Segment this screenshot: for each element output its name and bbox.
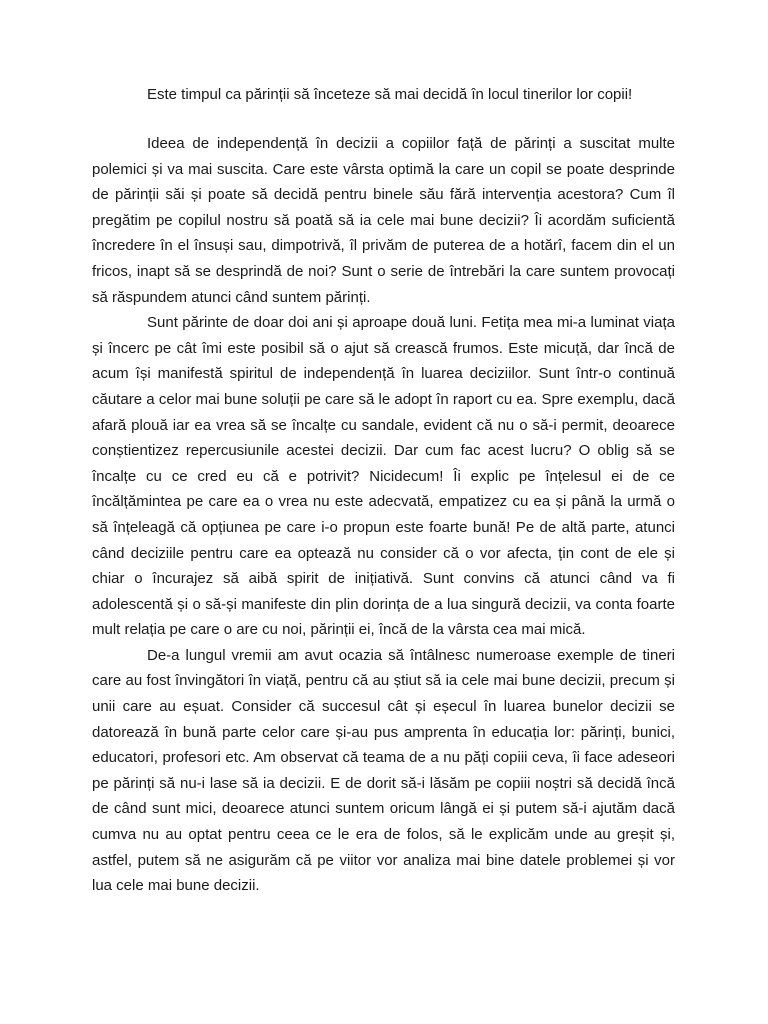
- title-spacer: [92, 107, 675, 131]
- paragraph-1: Ideea de independență în decizii a copiilor față de părinți a suscitat multe polemici și va mai suscita. Care este vârsta optimă la care un copil se poate desprinde de părinții săi și poate să decidă pentru binele său fără intervenția acestora? Cum îl pregătim pe copilul nostru să poată să ia cele mai bune decizii? Îi acordăm suficientă încredere în el însuși sau, dimpotrivă, îl privăm de puterea de a hotărî, facem din el un fricos, inapt să se desprindă de noi? Sunt o serie de întrebări la care suntem provocați să răspundem atunci când suntem părinți.: [92, 135, 675, 306]
- paragraph-2: Sunt părinte de doar doi ani și aproape două luni. Fetița mea mi-a luminat viața și încerc pe cât îmi este posibil să o ajut să crească frumos. Este micuță, dar încă de acum își manifestă spiritul de independență în luarea deciziilor. Sunt într-o continuă căutare a celor mai bune soluții pe care să le adopt în raport cu ea. Spre exemplu, dacă afară plouă iar ea vrea să se încalțe cu sandale, evident că nu o să-i permit, deoarece conștientizez repercusiunile acestei decizii. Dar cum fac acest lucru? O oblig să se încalțe cu ce cred eu că e potrivit? Nicidecum! Îi explic pe înțelesul ei de ce încălțămintea pe care ea o vrea nu este adecvată, empatizez cu ea și până la urmă o să înțeleagă că opțiunea pe care i-o propun este foarte bună! Pe de altă parte, atunci când deciziile pentru care ea optează nu consider că o vor afecta, țin cont de ele și chiar o încurajez să aibă spirit de inițiativă. Sunt convins că atunci când va fi adolescentă și o să-și manifeste din plin dorința de a lua singură decizii, va conta foarte mult relația pe care o are cu noi, părinții ei, încă de la vârsta cea mai mică.: [92, 314, 675, 639]
- paragraph-3: De-a lungul vremii am avut ocazia să întâlnesc numeroase exemple de tineri care au fost învingători în viață, pentru că au știut să ia cele mai bune decizii, precum și unii care au eșuat. Consider că succesul cât și eșecul în luarea bunelor decizii se datorează în bună parte celor care și-au pus amprenta în educația lor: părinți, bunici, educatori, profesori etc. Am observat că teama de a nu păți copiii ceva, îi face adeseori pe părinți să nu-i lase să ia decizii. E de dorit să-i lăsăm pe copiii noștri să decidă încă de când sunt mici, deoarece atunci suntem oricum lângă ei și putem să-i ajutăm dacă cumva nu au optat pentru ceea ce le era de folos, să le explicăm unde au greșit și, astfel, putem să ne asigurăm că pe viitor vor analiza mai bine datele problemei și vor lua cele mai bune decizii.: [92, 646, 675, 895]
- document-page: [92, 83, 675, 899]
- document-title: Este timpul ca părinții să înceteze să mai decidă în locul tinerilor lor copii!: [147, 86, 633, 103]
